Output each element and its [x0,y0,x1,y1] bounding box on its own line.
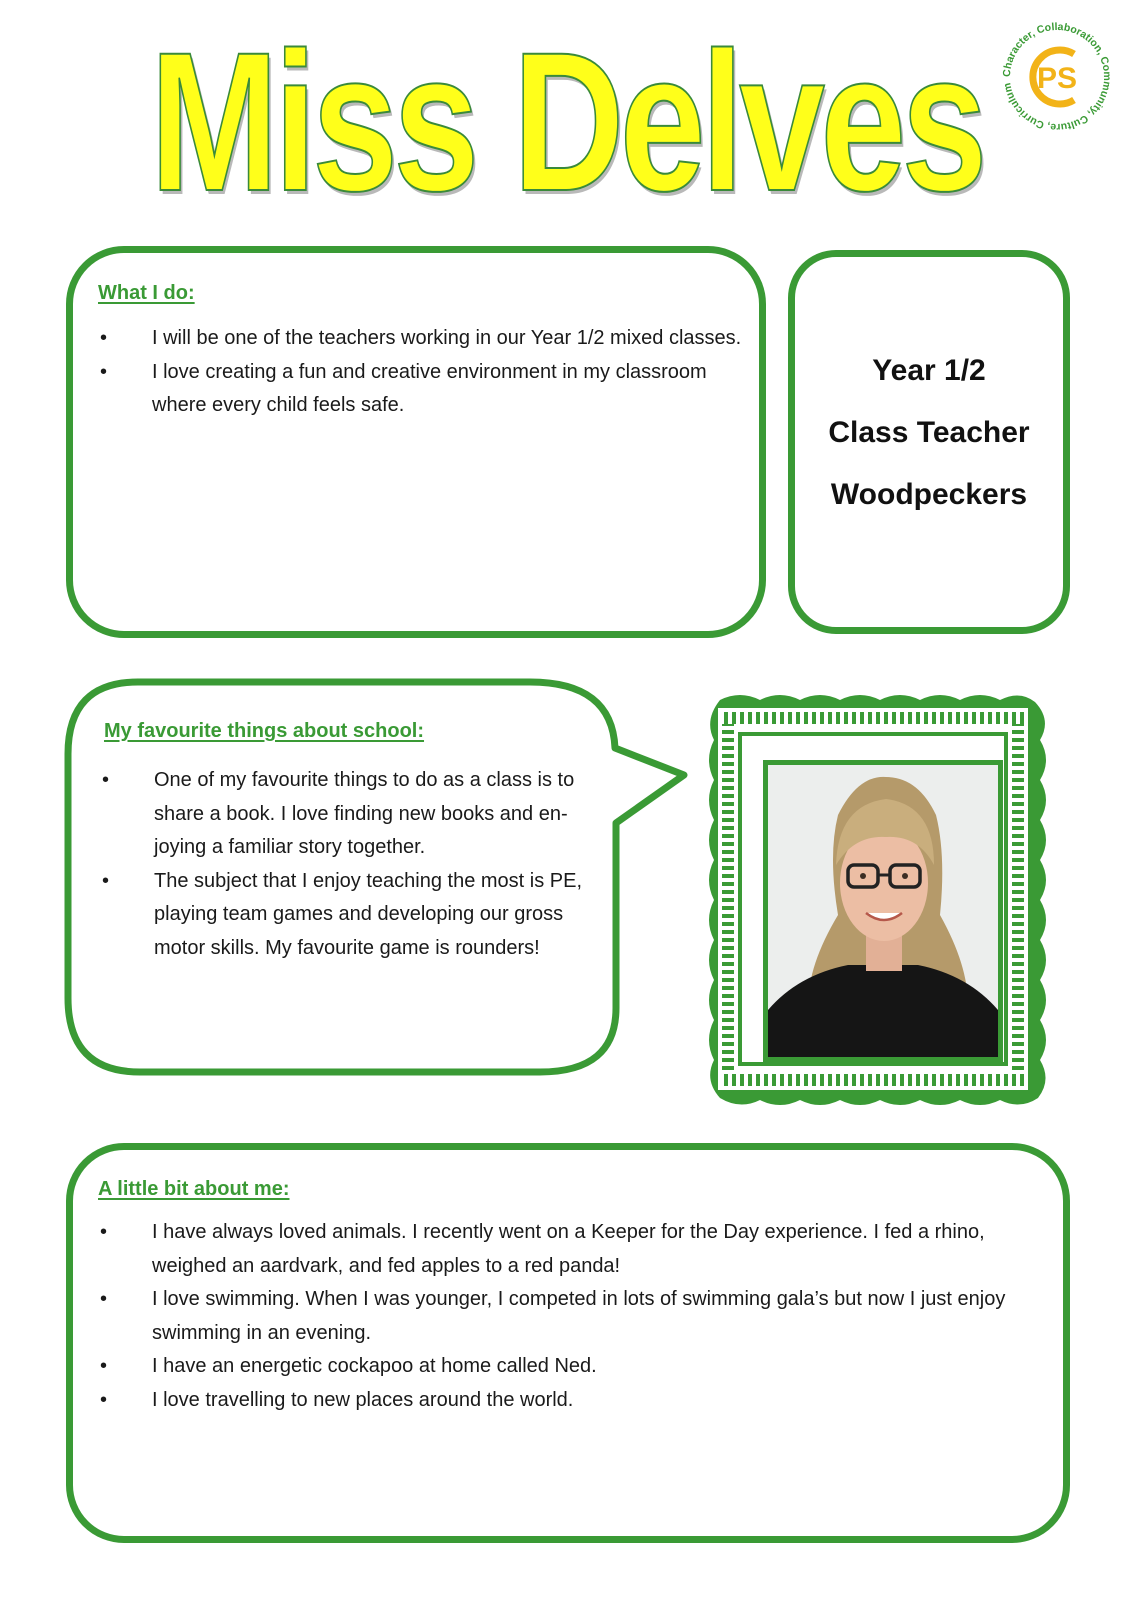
list-item [100,1350,1052,1384]
list-item [100,1216,1052,1283]
bullet-icon: • [100,1288,108,1310]
about-me-list [100,1216,1052,1417]
list-item [100,1384,1052,1418]
list-item-text: I love creating a fun and creative environment in my classroom where every child feels safe. [152,360,707,416]
school-logo-graphic [996,16,1118,138]
list-item-text: I love swimming. When I was younger, I competed in lots of swimming gala’s but now I just enjoy swimming in an evening. [152,1288,1006,1344]
favourite-heading: My favourite things about school: [104,720,425,742]
role-class: Woodpeckers [830,478,1028,511]
bullet-icon: • [100,1355,108,1377]
list-item-text: I love travelling to new places around the world. [152,1388,574,1411]
what-i-do-list [100,322,742,423]
logo-ring-text: Character, Collaboration, Community, Culture, Curriculum [1000,20,1114,134]
role-title: Class Teacher [828,416,1030,449]
bullet-icon: • [100,327,108,349]
list-item [100,356,742,423]
list-item [100,322,742,356]
bullet-icon: • [102,869,110,892]
bullet-icon: • [100,1221,108,1243]
bullet-icon: • [100,1388,108,1411]
logo-initials: PS [1036,62,1078,95]
list-item-text: The subject that I enjoy teaching the most is PE, playing team games and developing our gross motor skills. My favourite game is rounders! [154,869,583,959]
list-item-text: I will be one of the teachers working in our Year 1/2 mixed classes. [152,327,742,349]
list-item-text: I have always loved animals. I recently went on a Keeper for the Day experience. I fed a rhino, weighed an aardvark, and fed apples to a red panda! [152,1221,985,1277]
favourite-list [102,764,614,965]
teacher-portrait-image [768,765,998,1057]
list-item-text: I have an energetic cockapoo at home called Ned. [152,1355,597,1377]
list-item-text: One of my favourite things to do as a class is to share a book. I love finding new books and en-joying a familiar story together. [154,769,575,858]
list-item [100,1283,1052,1350]
list-item [102,764,614,865]
school-logo [996,16,1118,138]
role-year: Year 1/2 [872,354,986,387]
bullet-icon: • [102,769,110,791]
about-me-heading: A little bit about me: [98,1178,290,1200]
page-title: Miss Delves [150,11,983,232]
list-item [102,865,614,966]
role-text [795,340,1063,526]
what-i-do-heading: What I do: [98,282,195,304]
teacher-photo [763,760,1003,1062]
bullet-icon: • [100,360,108,383]
